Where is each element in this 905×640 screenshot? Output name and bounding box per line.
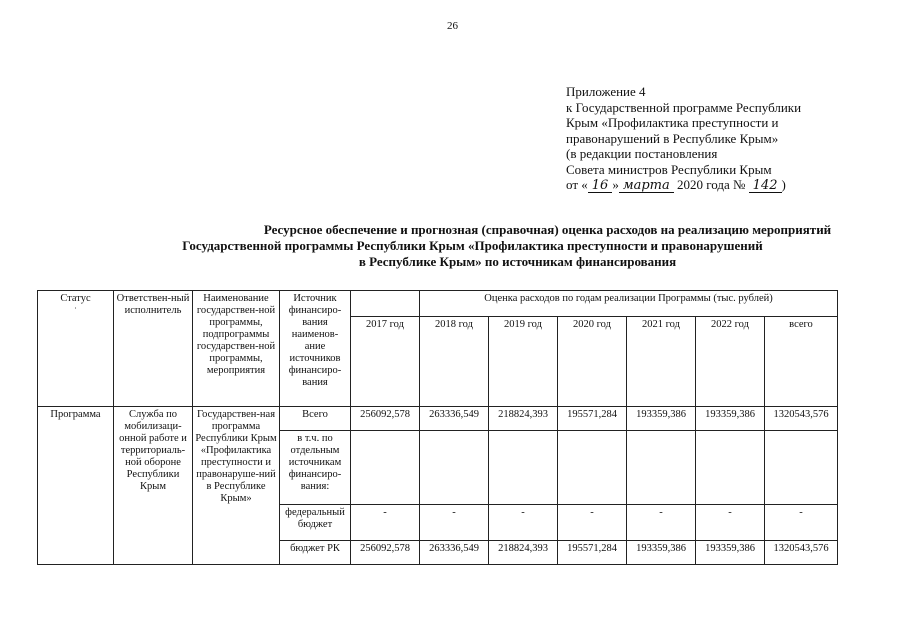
source-label: в т.ч. по отдельным источникам финансиро-вания:: [280, 431, 351, 505]
value-cell: -: [627, 505, 696, 541]
dot-mark: ·: [74, 304, 77, 313]
row-name: Государствен-ная программа Республики Крым «Профилактика преступности и правонаруше-ний в Республике Крым»: [193, 407, 280, 565]
value-cell: 218824,393: [489, 541, 558, 565]
value-cell: -: [351, 505, 420, 541]
header-year: 2021 год: [627, 317, 696, 407]
source-label: бюджет РК: [280, 541, 351, 565]
appendix-line: к Государственной программе Республики: [566, 99, 802, 115]
header-row: [38, 291, 838, 317]
value-cell: [627, 431, 696, 505]
header-status: [38, 291, 114, 407]
page-number: 26: [447, 20, 458, 32]
value-cell: 1320543,576: [765, 541, 838, 565]
row-status: Программа: [38, 407, 114, 565]
value-cell: -: [489, 505, 558, 541]
value-cell: 195571,284: [558, 407, 627, 431]
value-cell: 195571,284: [558, 541, 627, 565]
value-cell: 218824,393: [489, 407, 558, 431]
header-source: Источник финансиро-вания наименов-ание источников финансиро-вания: [280, 291, 351, 407]
source-label: федеральный бюджет: [280, 505, 351, 541]
header-executor: Ответствен-ный исполнитель: [114, 291, 193, 407]
value-cell: 263336,549: [420, 407, 489, 431]
document-title: [60, 222, 905, 270]
title-line-3: в Республике Крым» по источникам финансирования: [358, 254, 677, 269]
value-cell: -: [558, 505, 627, 541]
value-cell: [351, 431, 420, 505]
date-prefix: от «: [566, 177, 588, 192]
handwritten-day: 16: [588, 179, 613, 193]
header-year: 2018 год: [420, 317, 489, 407]
value-cell: [558, 431, 627, 505]
header-blank: [351, 291, 420, 317]
row-executor: Служба по мобилизаци-онной работе и территориаль-ной обороне Республики Крым: [114, 407, 193, 565]
value-cell: 1320543,576: [765, 407, 838, 431]
header-estimate: Оценка расходов по годам реализации Программы (тыс. рублей): [420, 291, 838, 317]
value-cell: 256092,578: [351, 541, 420, 565]
header-status-label: Статус: [60, 293, 91, 304]
value-cell: [420, 431, 489, 505]
appendix-line: Приложение 4: [566, 84, 646, 99]
value-cell: -: [420, 505, 489, 541]
value-cell: [765, 431, 838, 505]
appendix-line: Совета министров Республики Крым: [566, 161, 772, 177]
header-year: 2017 год: [351, 317, 420, 407]
value-cell: -: [696, 505, 765, 541]
value-cell: 193359,386: [627, 541, 696, 565]
value-cell: 256092,578: [351, 407, 420, 431]
appendix-line: правонарушений в Республике Крым»: [566, 130, 779, 146]
table-row: [38, 407, 838, 431]
header-year-total: всего: [765, 317, 838, 407]
title-line-1: Ресурсное обеспечение и прогнозная (справочная) оценка расходов на реализацию мероприятий: [263, 222, 832, 237]
appendix-date-line: от « 16 » марта 2020 года № 142 ): [566, 177, 786, 193]
value-cell: 193359,386: [627, 407, 696, 431]
date-suffix: ): [781, 177, 786, 192]
handwritten-month: марта: [619, 179, 674, 193]
appendix-line: (в редакции постановления: [566, 146, 718, 161]
resource-table: [37, 290, 838, 565]
header-name: Наименование государствен-ной программы, подпрограммы государствен-ной программы, мероприятия: [193, 291, 280, 407]
value-cell: -: [765, 505, 838, 541]
value-cell: 263336,549: [420, 541, 489, 565]
appendix-block: [566, 84, 896, 193]
title-line-2: Государственной программы Республики Крым «Профилактика преступности и правонарушений: [182, 238, 763, 253]
value-cell: 193359,386: [696, 541, 765, 565]
source-label: Всего: [280, 407, 351, 431]
date-year: 2020 года №: [677, 177, 746, 192]
header-year: 2020 год: [558, 317, 627, 407]
value-cell: [489, 431, 558, 505]
header-year: 2022 год: [696, 317, 765, 407]
handwritten-number: 142: [749, 179, 782, 193]
appendix-line: Крым «Профилактика преступности и: [566, 115, 779, 130]
value-cell: [696, 431, 765, 505]
value-cell: 193359,386: [696, 407, 765, 431]
header-year: 2019 год: [489, 317, 558, 407]
